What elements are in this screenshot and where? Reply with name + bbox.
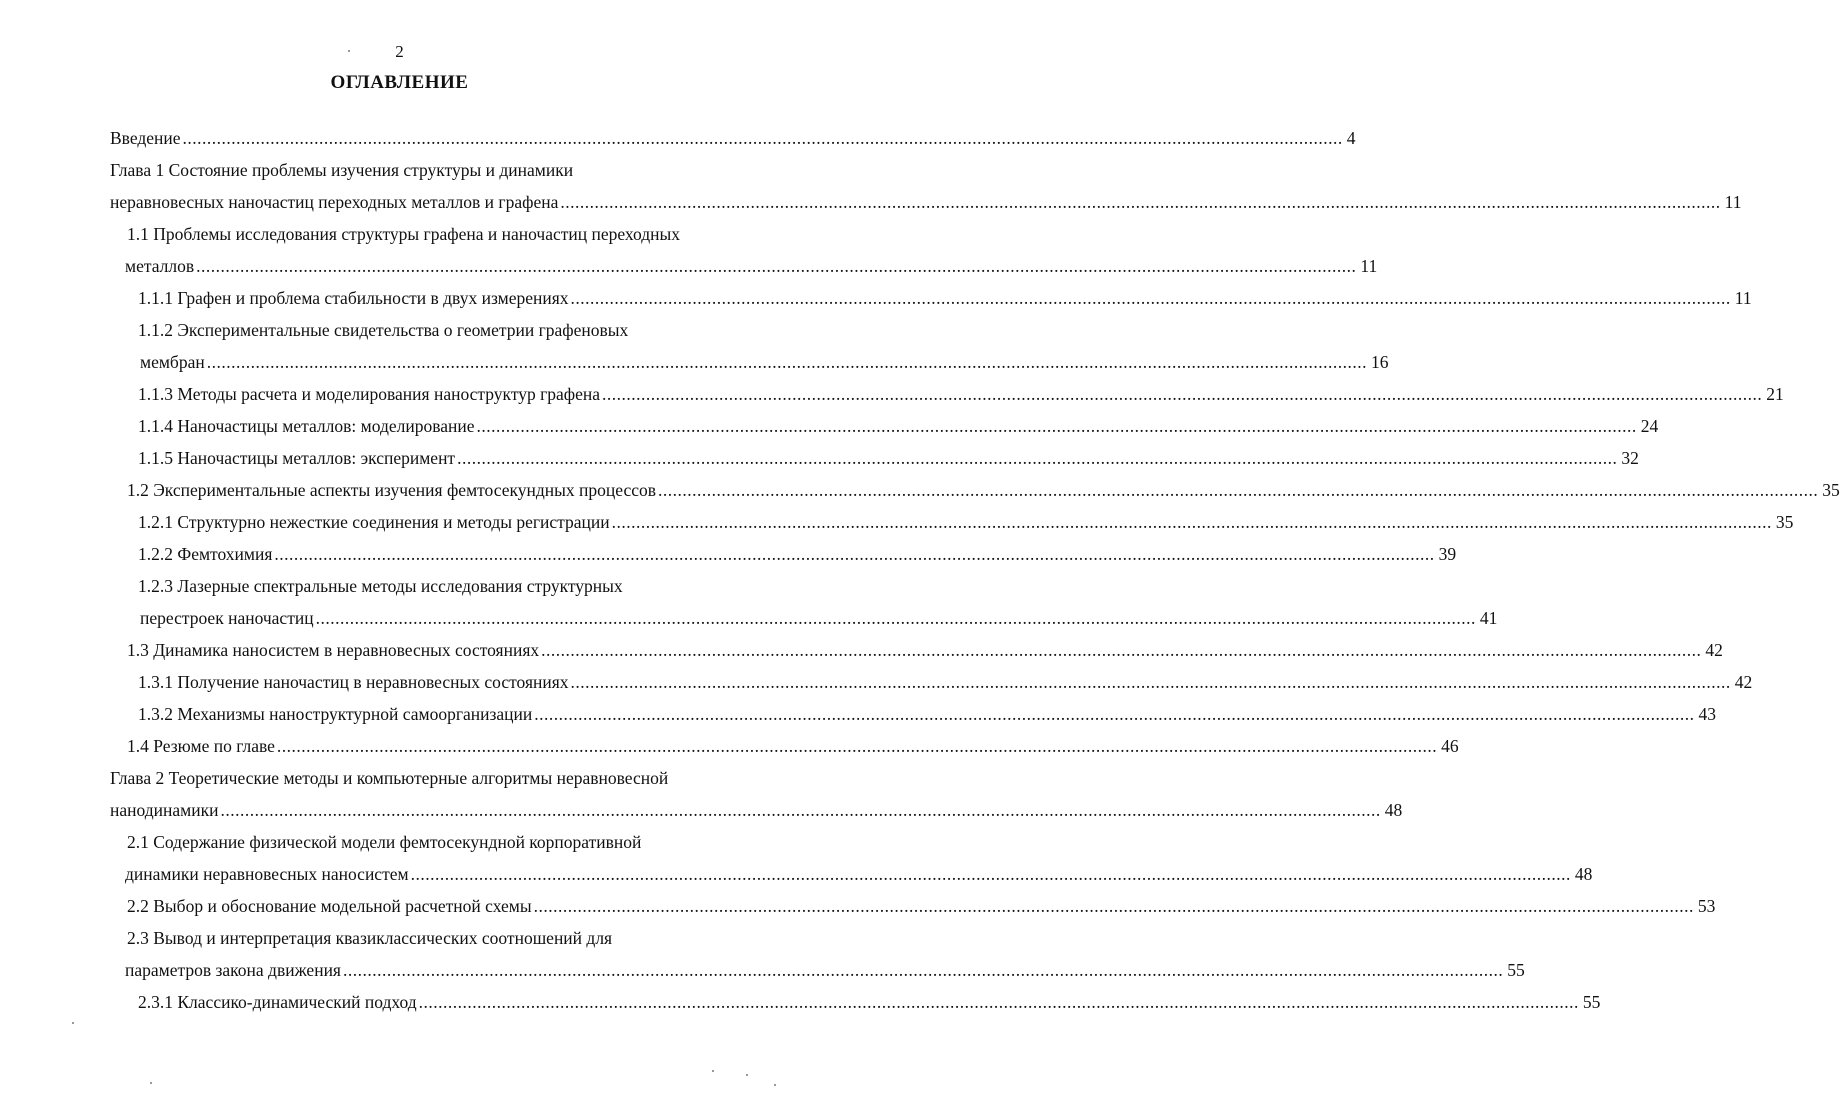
- toc-entry[interactable]: [138, 410, 1659, 442]
- toc-page-number: 39: [1438, 544, 1457, 564]
- toc-page-number: 55: [1582, 992, 1601, 1012]
- dot-leader: ..............................................................................................................................................................................................................................................: [196, 256, 1357, 276]
- toc-page-number: 43: [1698, 704, 1717, 724]
- dot-leader: ..............................................................................................................................................................................................................................................: [342, 960, 1504, 980]
- toc-entry-text: 1.2.2 Фемтохимия: [138, 544, 273, 564]
- toc-entry[interactable]: [127, 634, 1723, 666]
- dot-leader: ..............................................................................................................................................................................................................................................: [457, 448, 1618, 468]
- scan-speck: [150, 1082, 152, 1084]
- toc-entry[interactable]: [125, 922, 1525, 986]
- toc-entry[interactable]: [127, 474, 1840, 506]
- dot-leader: ..............................................................................................................................................................................................................................................: [658, 480, 1819, 500]
- toc-page-number: 32: [1621, 448, 1639, 468]
- toc-entry-text: 1.1.1 Графен и проблема стабильности в двух измерениях: [138, 288, 569, 308]
- toc-page-number: 46: [1441, 736, 1459, 756]
- scan-speck: [774, 1084, 776, 1086]
- toc-page-number: 11: [1734, 288, 1752, 308]
- toc-entry[interactable]: [110, 762, 1403, 826]
- toc-entry[interactable]: [125, 826, 1593, 890]
- toc-entry-text: параметров закона движения: [125, 960, 341, 980]
- dot-leader: ..............................................................................................................................................................................................................................................: [560, 192, 1721, 212]
- toc-entry-text: мембран: [140, 352, 205, 372]
- dot-leader: ..............................................................................................................................................................................................................................................: [418, 992, 1579, 1012]
- dot-leader: ..............................................................................................................................................................................................................................................: [570, 672, 1731, 692]
- dot-leader: ..............................................................................................................................................................................................................................................: [476, 416, 1637, 436]
- toc-entry[interactable]: [138, 698, 1717, 730]
- toc-entry[interactable]: [138, 666, 1753, 698]
- toc-entry[interactable]: [138, 314, 1389, 378]
- toc-page-number: 21: [1766, 384, 1784, 404]
- dot-leader: ..............................................................................................................................................................................................................................................: [570, 288, 1731, 308]
- toc-entry-text: 1.2.1 Структурно нежесткие соединения и методы регистрации: [138, 512, 610, 532]
- toc-page-number: 35: [1775, 512, 1794, 532]
- table-of-contents: [0, 122, 1840, 1018]
- toc-page-number: 55: [1507, 960, 1525, 980]
- dot-leader: ..............................................................................................................................................................................................................................................: [182, 128, 1343, 148]
- dot-leader: ..............................................................................................................................................................................................................................................: [276, 736, 1438, 756]
- toc-entry[interactable]: [138, 570, 1498, 634]
- toc-page-number: 24: [1640, 416, 1659, 436]
- scan-speck: [746, 1074, 748, 1076]
- toc-entry-text: 2.1 Содержание физической модели фемтосекундной корпоративной: [127, 832, 642, 852]
- toc-entry-text: 1.3.2 Механизмы наноструктурной самоорганизации: [138, 704, 533, 724]
- toc-entry-text: 2.3.1 Классико-динамический подход: [138, 992, 417, 1012]
- dot-leader: ..............................................................................................................................................................................................................................................: [410, 864, 1571, 884]
- toc-entry-text: динамики неравновесных наносистем: [125, 864, 409, 884]
- toc-entry-text: 1.1 Проблемы исследования структуры графена и наночастиц переходных: [127, 224, 681, 244]
- dot-leader: ..............................................................................................................................................................................................................................................: [274, 544, 1435, 564]
- toc-entry-text: 1.1.3 Методы расчета и моделирования наноструктур графена: [138, 384, 601, 404]
- page-number: 2: [395, 42, 404, 61]
- toc-entry-text: металлов: [125, 256, 195, 276]
- scan-speck: [72, 1022, 74, 1024]
- toc-entry-text: 1.1.5 Наночастицы металлов: эксперимент: [138, 448, 456, 468]
- toc-entry[interactable]: [110, 122, 1356, 154]
- toc-page-number: 11: [1724, 192, 1742, 212]
- dot-leader: ..............................................................................................................................................................................................................................................: [220, 800, 1381, 820]
- toc-entry[interactable]: [138, 282, 1752, 314]
- toc-entry[interactable]: [110, 154, 1742, 218]
- toc-page-number: 4: [1346, 128, 1356, 148]
- toc-entry-text: 1.4 Резюме по главе: [127, 736, 275, 756]
- toc-page-number: 48: [1574, 864, 1593, 884]
- toc-entry[interactable]: [138, 506, 1794, 538]
- toc-entry-text: 2.2 Выбор и обоснование модельной расчетной схемы: [127, 896, 532, 916]
- toc-entry-text: 1.3.1 Получение наночастиц в неравновесных состояниях: [138, 672, 569, 692]
- toc-page-number: 35: [1822, 480, 1840, 500]
- toc-page-number: 48: [1384, 800, 1403, 820]
- dot-leader: ..............................................................................................................................................................................................................................................: [206, 352, 1367, 372]
- toc-entry[interactable]: [138, 378, 1784, 410]
- toc-entry[interactable]: [125, 218, 1378, 282]
- toc-entry[interactable]: [138, 986, 1601, 1018]
- toc-entry-text: неравновесных наночастиц переходных металлов и графена: [110, 192, 559, 212]
- toc-entry[interactable]: [127, 890, 1716, 922]
- toc-entry-text: 1.2 Экспериментальные аспекты изучения фемтосекундных процессов: [127, 480, 656, 500]
- dot-leader: ..............................................................................................................................................................................................................................................: [533, 896, 1694, 916]
- toc-page-number: 41: [1479, 608, 1498, 628]
- toc-entry-text: 1.3 Динамика наносистем в неравновесных состояниях: [127, 640, 540, 660]
- dot-leader: ..............................................................................................................................................................................................................................................: [611, 512, 1772, 532]
- dot-leader: ..............................................................................................................................................................................................................................................: [541, 640, 1702, 660]
- scan-speck: [348, 50, 350, 52]
- toc-page-number: 42: [1734, 672, 1753, 692]
- toc-page-number: 53: [1697, 896, 1716, 916]
- dot-leader: ..............................................................................................................................................................................................................................................: [534, 704, 1695, 724]
- toc-page-number: 11: [1360, 256, 1378, 276]
- toc-entry-text: Глава 1 Состояние проблемы изучения структуры и динамики: [110, 160, 574, 180]
- toc-entry-text: 1.1.4 Наночастицы металлов: моделирование: [138, 416, 475, 436]
- scan-speck: [712, 1070, 714, 1072]
- toc-entry[interactable]: [127, 730, 1459, 762]
- toc-page-number: 16: [1370, 352, 1389, 372]
- toc-entry-text: 2.3 Вывод и интерпретация квазиклассических соотношений для: [127, 928, 613, 948]
- toc-entry-text: Глава 2 Теоретические методы и компьютерные алгоритмы неравновесной: [110, 768, 669, 788]
- toc-entry-text: 1.2.3 Лазерные спектральные методы исследования структурных: [138, 576, 623, 596]
- toc-entry-text: 1.1.2 Экспериментальные свидетельства о геометрии графеновых: [138, 320, 629, 340]
- dot-leader: ..............................................................................................................................................................................................................................................: [315, 608, 1476, 628]
- toc-entry[interactable]: [138, 442, 1639, 474]
- toc-page-number: 42: [1705, 640, 1723, 660]
- toc-entry[interactable]: [138, 538, 1457, 570]
- toc-entry-text: нанодинамики: [110, 800, 219, 820]
- toc-entry-text: перестроек наночастиц: [140, 608, 314, 628]
- toc-entry-text: Введение: [110, 128, 181, 148]
- page-title: ОГЛАВЛЕНИЕ: [330, 72, 469, 93]
- dot-leader: ..............................................................................................................................................................................................................................................: [602, 384, 1763, 404]
